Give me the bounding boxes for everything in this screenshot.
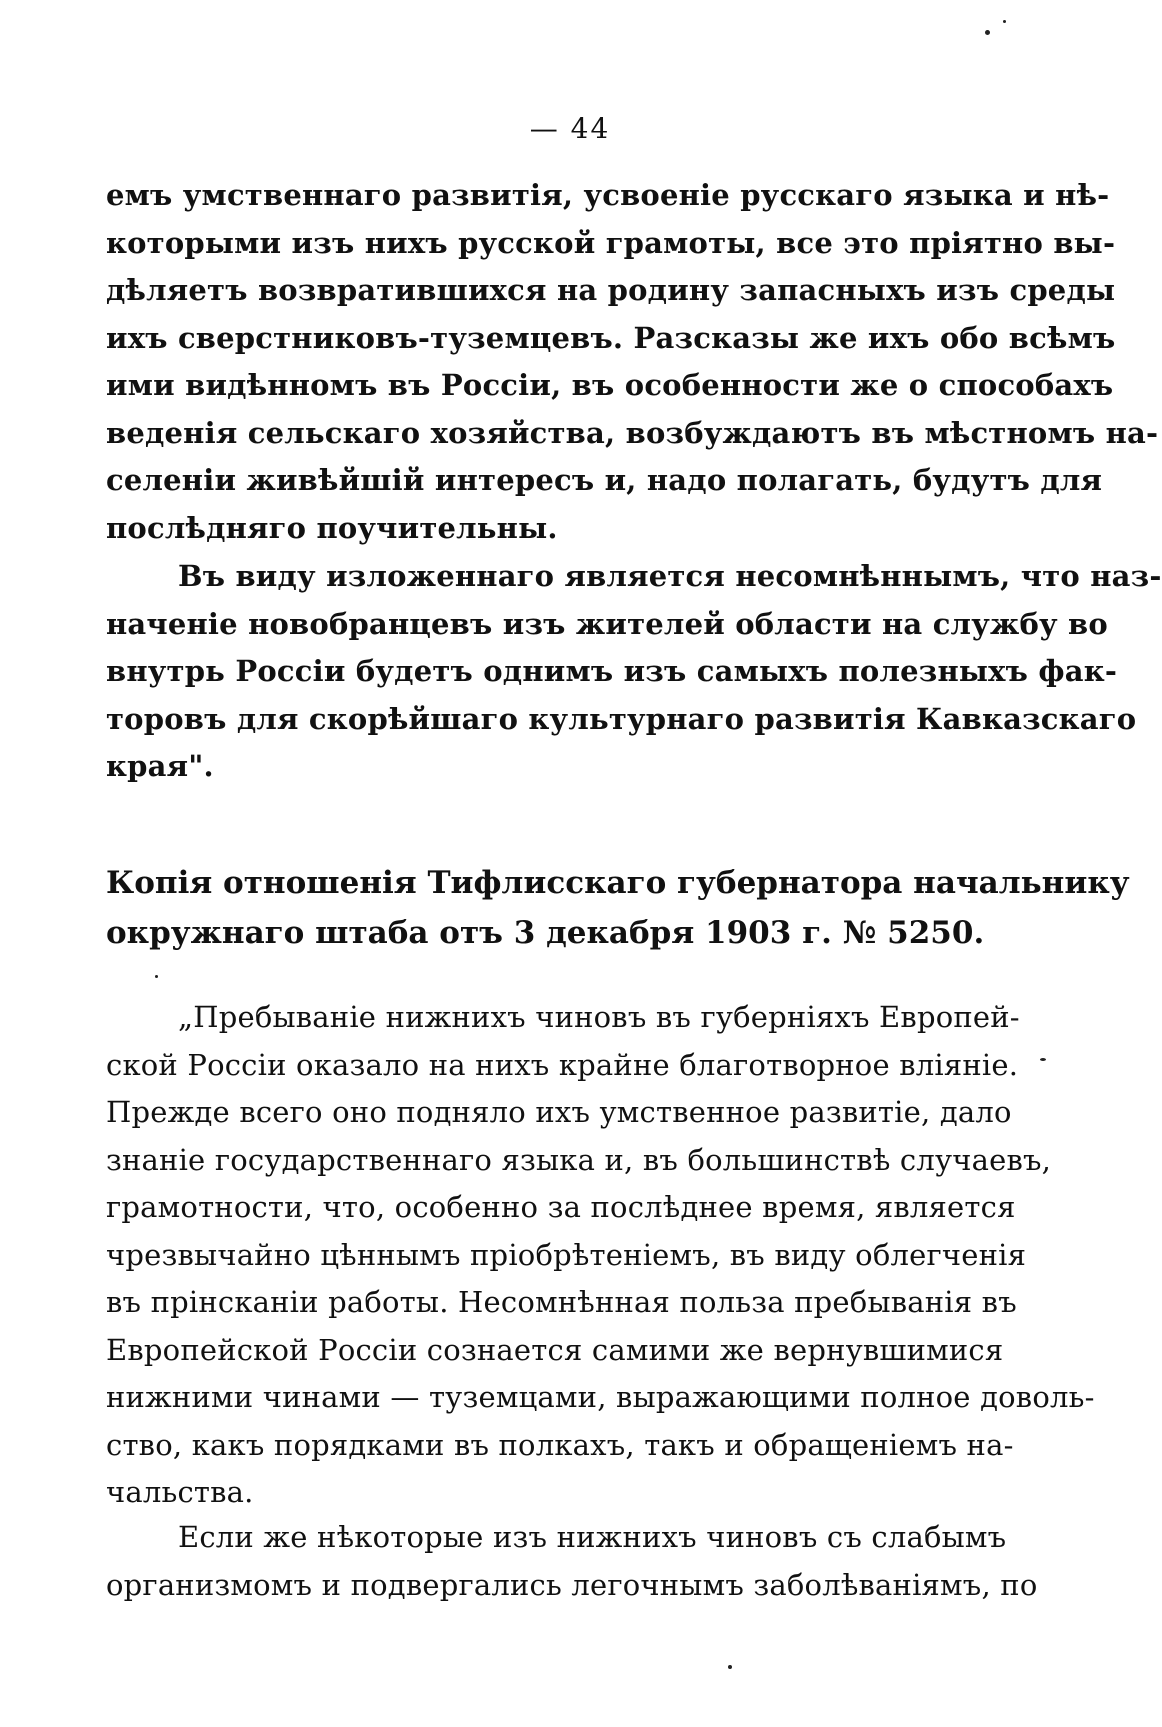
text-line: послѣдняго поучительны. [106, 510, 558, 545]
text-line: Европейской Россіи сознается самими же вернувшимися [106, 1332, 1004, 1367]
text-line: которыми изъ нихъ русской грамоты, все это пріятно вы- [106, 225, 1116, 260]
page-number: — 44 [529, 112, 611, 145]
section-heading [106, 858, 1130, 958]
scan-speck [155, 975, 158, 978]
text-line: ими видѣнномъ въ Россіи, въ особенности же о способахъ [106, 368, 1114, 402]
text-line: Въ виду изложеннаго является несомнѣннымъ, что наз- [178, 559, 1162, 593]
heading-line: Копія отношенія Тифлисскаго губернатора начальнику [106, 865, 1130, 901]
scan-speck [1040, 1058, 1046, 1061]
text-line: Прежде всего оно подняло ихъ умственное развитіе, дало [106, 1095, 1012, 1129]
text-line: Если же нѣкоторые изъ нижнихъ чиновъ съ слабымъ [178, 1520, 1007, 1554]
text-line: грамотности, что, особенно за послѣднее время, является [106, 1190, 1016, 1224]
text-line: внутрь Россіи будетъ однимъ изъ самыхъ полезныхъ фак- [106, 654, 1118, 688]
scan-speck [985, 30, 990, 35]
paragraph-1 [106, 172, 1159, 552]
scan-speck [728, 1665, 732, 1669]
text-line: торовъ для скорѣйшаго культурнаго развитія Кавказскаго [106, 701, 1137, 736]
paragraph-4 [106, 1514, 1038, 1609]
paragraph-2 [106, 553, 1162, 791]
text-line: емъ умственнаго развитія, усвоеніе русскаго языка и нѣ- [106, 178, 1110, 212]
text-line: чальства. [106, 1475, 254, 1509]
text-line: ской Россіи оказало на нихъ крайне благотворное вліяніе. [106, 1047, 1019, 1082]
heading-line: окружнаго штаба отъ 3 декабря 1903 г. № 5250. [106, 915, 985, 951]
text-line: въ прінсканіи работы. Несомнѣнная польза пребыванія въ [106, 1285, 1017, 1319]
text-line: дѣляетъ возвратившихся на родину запасныхъ изъ среды [106, 273, 1116, 307]
text-line: веденія сельскаго хозяйства, возбуждаютъ въ мѣстномъ на- [106, 415, 1159, 450]
text-line: ихъ сверстниковъ-туземцевъ. Разсказы же ихъ обо всѣмъ [106, 320, 1116, 355]
text-line: чрезвычайно цѣннымъ пріобрѣтеніемъ, въ виду облегченія [106, 1237, 1027, 1272]
text-line: селеніи живѣйшій интересъ и, надо полагать, будутъ для [106, 463, 1103, 497]
text-line: ство, какъ порядками въ полкахъ, такъ и обращеніемъ на- [106, 1427, 1014, 1462]
text-line: наченіе новобранцевъ изъ жителей области на службу во [106, 606, 1108, 641]
text-line: знаніе государственнаго языка и, въ большинствѣ случаевъ, [106, 1142, 1052, 1177]
paragraph-3 [106, 994, 1095, 1517]
text-line: „Пребываніе нижнихъ чиновъ въ губерніяхъ Европей- [178, 1000, 1020, 1034]
text-line: нижними чинами — туземцами, выражающими полное доволь- [106, 1380, 1095, 1414]
text-line: края". [106, 749, 214, 783]
text-line: организмомъ и подвергались легочнымъ заболѣваніямъ, по [106, 1567, 1038, 1602]
scan-speck [1003, 20, 1006, 23]
